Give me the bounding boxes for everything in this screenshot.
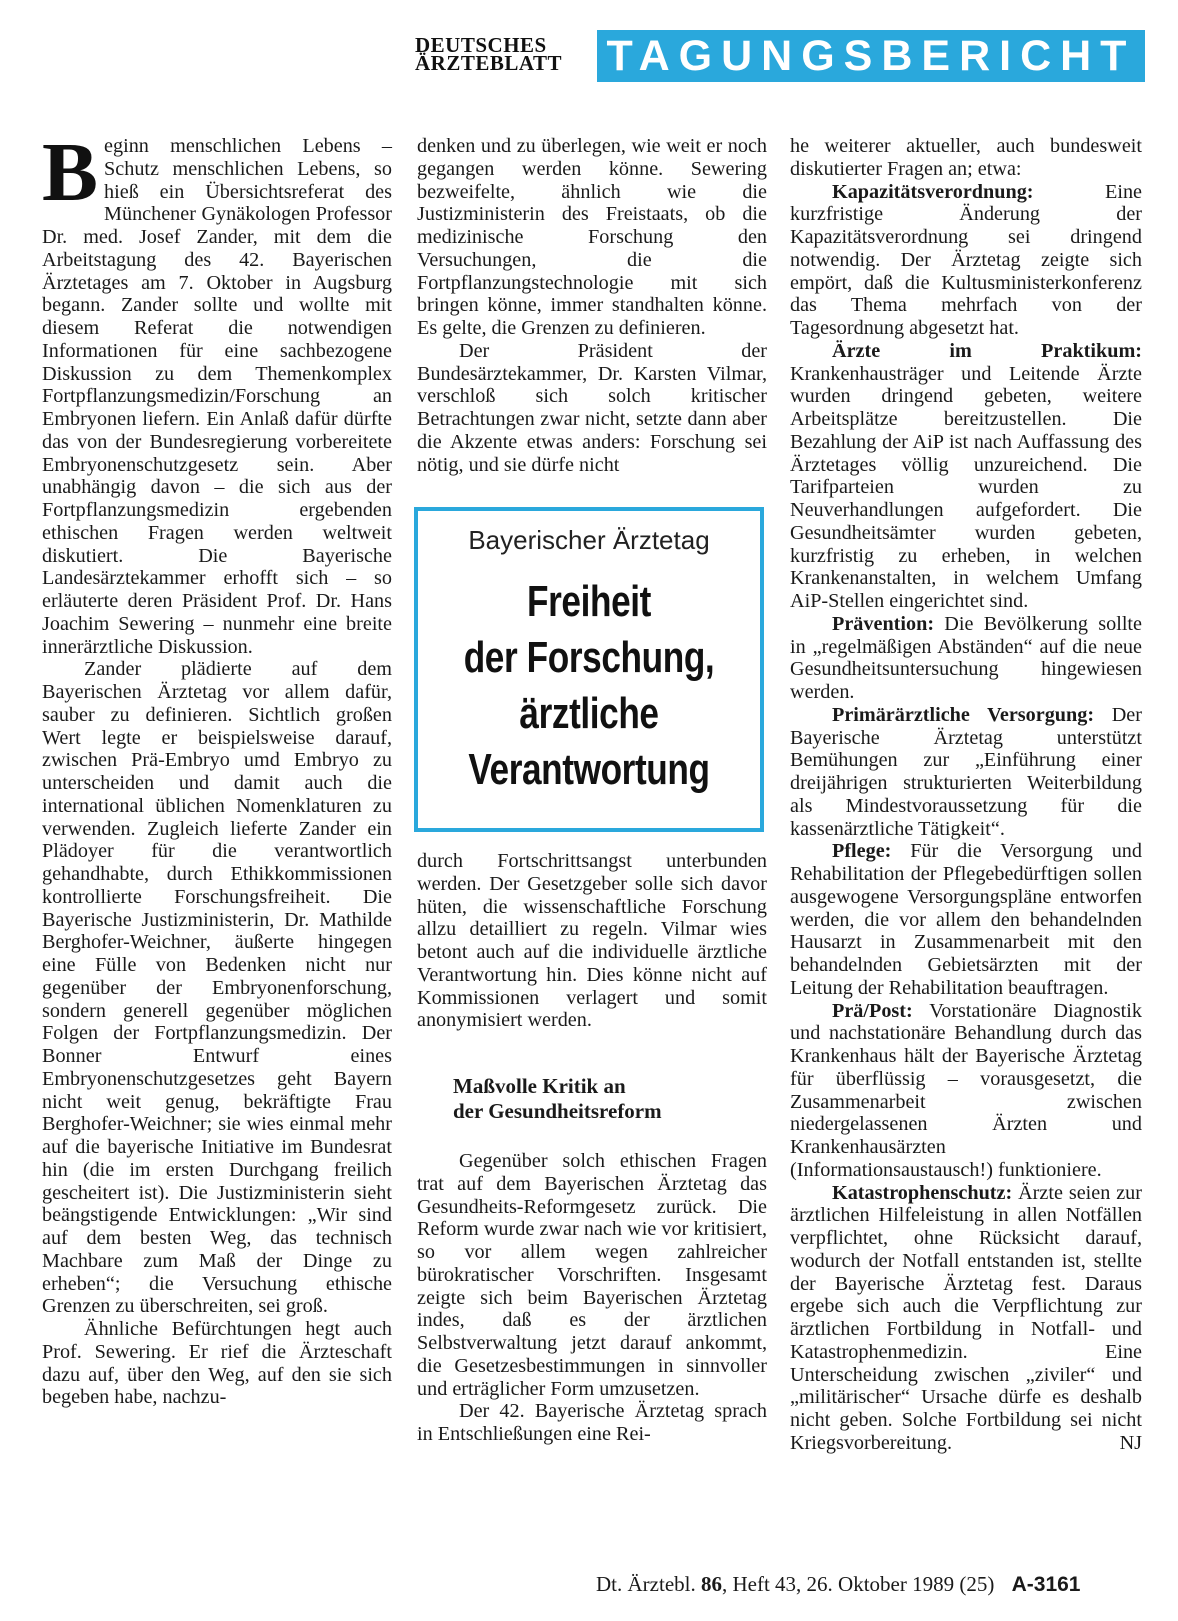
headline-line: Verantwortung (468, 745, 710, 794)
resolution-item (790, 181, 1142, 340)
resolution-item (790, 613, 1142, 704)
masthead (415, 30, 1145, 82)
paragraph: denken und zu überlegen, wie weit er noch gegangen werden könne. Sewering bezweifelte, ähnlich wie die Justizministerin des Freistaats, ob die medizinische Forschung den Versuchungen, die die Fortpflanzungstechnologie mit sich bringen könne, immer standhalten könne. Es gelte, die Grenzen zu definieren. (417, 135, 767, 339)
resolution-text: Vorstationäre Diagnostik und nachstationäre Behandlung durch das Krankenhaus hält der Bayerische Ärztetag für überflüssig – vorausgesetzt, die Zusammenarbeit zwischen niedergelassenen Ärzten und Krankenhausärzten (Informationsaustausch!) funktioniere. (790, 999, 1142, 1181)
resolution-text: Für die Versorgung und Rehabilitation der Pflegebedürftigen sollen ausgewogene Versorgungspläne entworfen werden, die vor allem den behandelnden Hausarzt in Zusammenarbeit mit den behandelnden Gebietsärzten mit der Leitung der Rehabilitation beauftragen. (790, 840, 1142, 999)
resolution-text: Krankenhausträger und Leitende Ärzte wurden dringend gebeten, weitere Arbeitsplätze bereitzustellen. Die Bezahlung der AiP ist nach Auffassung des Ärztetages völlig unzureichend. Die Tarifparteien wurden zu Neuverhandlungen aufgefordert. Die Gesundheitsämter wurden gebeten, kurzfristig zu erheben, in welchen Krankenanstalten, in welchem Umfang AiP-Stellen eingerichtet sind. (790, 362, 1142, 612)
resolution-term: Ärzte im Praktikum: (832, 339, 1142, 362)
paragraph: Zander plädierte auf dem Bayerischen Ärztetag vor allem dafür, sauber zu definieren. Sichtlich großen Wert legte er beispielsweise darauf, zwischen Prä-Embryo umd Embryo zu unterscheiden und damit auch die international üblichen Nomenklaturen zu verwenden. Zugleich lieferte Zander ein Plädoyer für die verantwortlich gehandhabte, durch Ethikkommissionen kontrollierte Forschungsfreiheit. Die Bayerische Justizministerin, Dr. Mathilde Berghofer-Weichner, äußerte hingegen eine Fülle von Bedenken nicht nur gegenüber der Embryonenforschung, sondern generell gegenüber möglichen Folgen der Fortpflanzungsmedizin. Der Bonner Entwurf eines Embryonenschutzgesetzes geht Bayern nicht weit genug, bekräftigte Frau Berghofer-Weichner; sie wies einmal mehr auf die bayerische Initiative im Bundesrat hin (die im ersten Durchgang freilich gescheitert ist). Die Justizministerin sieht beängstigende Entwicklungen: „Wir sind auf dem besten Weg, das technisch Machbare zum Maß der Dinge zu erheben“; die Versuchung ethische Grenzen zu überschreiten, sei groß. (42, 658, 392, 1318)
paragraph (42, 126, 392, 658)
resolution-term: Katastrophenschutz: (832, 1181, 1013, 1204)
headline-kicker: Bayerischer Ärztetag (468, 525, 710, 555)
headline-box (414, 507, 764, 832)
paragraph: Der 42. Bayerische Ärztetag sprach in Entschließungen eine Rei- (417, 1400, 767, 1445)
logo-line-2: ÄRZTEBLATT (415, 51, 562, 75)
resolution-item (790, 340, 1142, 613)
resolution-item (790, 840, 1142, 999)
paragraph: he weiterer aktueller, auch bundesweit diskutierter Fragen an; etwa: (790, 135, 1142, 180)
column-3 (790, 135, 1142, 1455)
drop-cap: B (42, 126, 99, 219)
footer-journal: Dt. Ärztebl. (596, 1572, 696, 1596)
resolution-text: Ärzte seien zur ärztlichen Hilfeleistung in allen Notfällen verpflichtet, ohne Rücksicht darauf, wodurch der Notfall entstanden ist, stellte der Bayerische Ärztetag fest. Daraus ergebe sich auch die Verpflichtung zur ärztlichen Fortbildung in Notfall- und Katastrophenmedizin. Eine Unterscheidung zwischen „ziviler“ und „militärischer“ Ursache dürfe es deshalb nicht geben. Solche Fortbildung sei nicht Kriegsvorbereitung. (790, 1181, 1142, 1454)
footer-volume: 86 (700, 1572, 722, 1596)
author-signature: NJ (1119, 1431, 1142, 1454)
subheading-line: der Gesundheitsreform (453, 1099, 662, 1123)
resolution-term: Prävention: (832, 612, 935, 635)
footer-page-ref: A-3161 (1011, 1573, 1081, 1596)
column-2-bottom (417, 850, 767, 1446)
resolution-item (790, 1000, 1142, 1182)
resolution-text: Der Bayerische Ärztetag unterstützt Bemühungen zur „Einführung einer dreijährigen strukturierten Weiterbildung als Mindestvoraussetzung für die kassenärztliche Tätigkeit“. (790, 703, 1142, 840)
resolution-item (790, 1182, 1142, 1455)
column-1 (42, 126, 392, 1409)
headline-line: Freiheit (527, 577, 651, 626)
headline (452, 574, 726, 798)
section-banner: TAGUNGSBERICHT (597, 30, 1145, 82)
journal-logo (415, 33, 585, 75)
subheading-line: Maßvolle Kritik an (453, 1074, 626, 1098)
resolution-term: Kapazitätsverordnung: (832, 180, 1034, 203)
paragraph: Der Präsident der Bundesärztekammer, Dr. Karsten Vilmar, verschloß sich solch kritischer Betrachtungen zwar nicht, setzte dann aber die Akzente etwas anders: Forschung sei nötig, und sie dürfe nicht (417, 339, 767, 476)
resolution-text: Eine kurzfristige Änderung der Kapazitätsverordnung sei dringend notwendig. Der Ärztetag zeigte sich empört, daß die Kultusministerkonferenz das Thema mehrfach von der Tagesordnung abgesetzt hat. (790, 180, 1142, 339)
headline-line: ärztliche (519, 689, 659, 738)
resolution-term: Primärärztliche Versorgung: (832, 703, 1095, 726)
paragraph: Ähnliche Befürchtungen hegt auch Prof. Sewering. Er rief die Ärzteschaft dazu auf, über den Weg, auf den sie sich begeben habe, nachzu- (42, 1318, 392, 1409)
paragraph: Gegenüber solch ethischen Fragen trat auf dem Bayerischen Ärztetag das Gesundheits-Reformgesetz zurück. Die Reform wurde zwar nach wie vor kritisiert, so vor allem wegen zahlreicher bürokratischer Vorschriften. Insgesamt zeigte sich beim Bayerischen Ärztetag indes, daß es der ärztlichen Selbstverwaltung jetzt darauf ankommt, die Gesetzesbestimmungen in sinnvoller und erträglicher Form umzusetzen. (417, 1150, 767, 1400)
logo-line-1: DEUTSCHES (415, 33, 547, 57)
subheading (453, 1074, 767, 1124)
page-footer (596, 1572, 1146, 1597)
footer-issue: , Heft 43, 26. Oktober 1989 (25) (721, 1572, 995, 1596)
resolution-item (790, 704, 1142, 841)
resolution-term: Prä/Post: (832, 999, 913, 1022)
resolution-term: Pflege: (832, 840, 892, 863)
paragraph: durch Fortschrittsangst unterbunden werden. Der Gesetzgeber solle sich davor hüten, die wissenschaftliche Forschung allzu detailliert zu regeln. Vilmar wies betont auch auf die individuelle ärztliche Verantwortung hin. Dies könne nicht auf Kommissionen verlagert und somit anonymisiert werden. (417, 850, 767, 1032)
paragraph-text: eginn menschlichen Lebens – Schutz menschlichen Lebens, so hieß ein Übersichtsreferat des Münchener Gynäkologen Professor Dr. med. Josef Zander, mit dem die Arbeitstagung des 42. Bayerischen Ärztetages am 7. Oktober in Augsburg begann. Zander sollte und wollte mit diesem Referat die notwendigen Informationen für eine sachbezogene Diskussion zu dem Themenkomplex Fortpflanzungsmedizin/Forschung an Embryonen liefern. Ein Anlaß dafür dürfte das von der Bundesregierung vorbereitete Embryonenschutzgesetz sein. Aber unabhängig davon – die sich aus der Fortpflanzungsmedizin ergebenden ethischen Fragen werden weltweit diskutiert. Die Bayerische Landesärztekammer erhofft sich – so erläuterte deren Präsident Prof. Dr. Hans Joachim Sewering – nunmehr eine breite innerärztliche Diskussion. (42, 135, 392, 658)
column-2-top (417, 135, 767, 476)
resolution-text: Die Bevölkerung sollte in „regelmäßigen Abständen“ auf die neue Gesundheitsuntersuchung hingewiesen werden. (790, 612, 1142, 703)
headline-line: der Forschung, (463, 633, 715, 682)
